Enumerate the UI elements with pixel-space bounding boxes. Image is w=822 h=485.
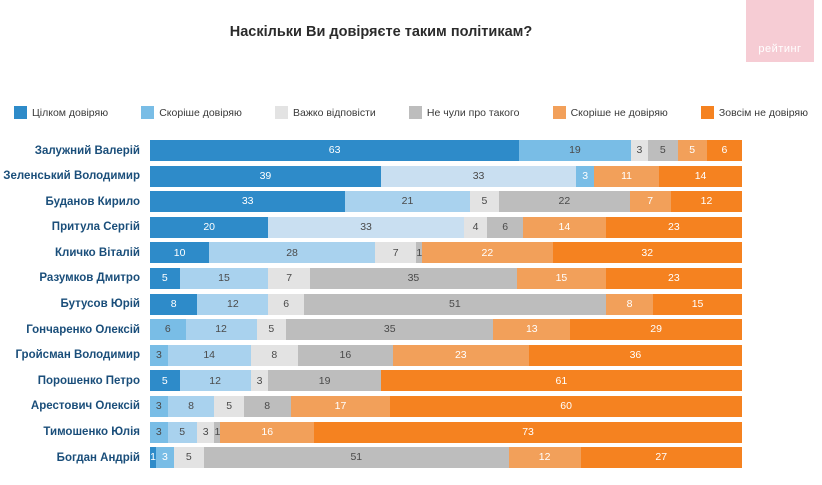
legend-item (701, 106, 808, 119)
bar-segment (606, 217, 742, 238)
bar-segment (244, 396, 291, 417)
bar-segment-value: 7 (647, 195, 654, 208)
bar-segment-value: 32 (641, 246, 654, 259)
bar-segment (168, 396, 215, 417)
stacked-bar (150, 370, 742, 391)
chart-row (0, 217, 822, 238)
chart-row-label: Бутусов Юрій (60, 298, 140, 311)
bar-segment (422, 242, 552, 263)
legend-label: Скоріше не довіряю (570, 106, 668, 119)
bar-segment-value: 4 (472, 221, 479, 234)
bar-segment-value: 23 (668, 272, 680, 285)
bar-segment (268, 268, 309, 289)
chart-legend (14, 106, 808, 119)
bar-segment (470, 191, 500, 212)
bar-segment (251, 370, 269, 391)
chart-row-label: Буданов Кирило (45, 195, 140, 208)
chart-row-label: Зеленський Володимир (3, 170, 140, 183)
stacked-bar (150, 166, 742, 187)
bar-segment-value: 6 (283, 297, 290, 310)
bar-segment-value: 11 (621, 169, 632, 182)
bar-segment-value: 22 (558, 195, 571, 208)
bar-segment (464, 217, 488, 238)
bar-segment-value: 7 (392, 246, 399, 259)
bar-segment (553, 242, 742, 263)
stacked-bar (150, 396, 742, 417)
chart-row-label: Гончаренко Олексій (26, 323, 140, 336)
bar-segment (209, 242, 375, 263)
bar-segment (298, 345, 393, 366)
bar-segment (268, 370, 380, 391)
bar-segment (581, 447, 742, 468)
legend-item (275, 106, 376, 119)
legend-label: Цілком довіряю (32, 106, 109, 119)
stacked-bar (150, 345, 742, 366)
legend-label: Скоріше довіряю (159, 106, 242, 119)
bar-segment-value: 6 (164, 323, 171, 336)
bar-segment (314, 422, 742, 443)
bar-segment (653, 294, 742, 315)
chart-row-label: Разумков Дмитро (39, 272, 140, 285)
bar-segment-value: 23 (454, 349, 467, 361)
bar-segment-value: 14 (558, 221, 571, 234)
bar-segment-value: 5 (268, 323, 275, 336)
bar-segment (345, 191, 469, 212)
bar-segment (487, 217, 523, 238)
bar-segment-value: 27 (655, 451, 668, 464)
bar-segment-value: 5 (689, 144, 696, 157)
bar-segment (168, 422, 197, 443)
bar-segment-value: 5 (179, 425, 186, 438)
bar-segment (381, 166, 576, 187)
stacked-bar (150, 217, 742, 238)
bar-segment (519, 140, 630, 161)
legend-item (14, 106, 108, 119)
stacked-bar (150, 191, 742, 212)
chart-row-label: Арестович Олексій (30, 400, 140, 413)
chart-bars (0, 140, 822, 473)
stacked-bar (150, 242, 742, 263)
bar-segment (286, 319, 493, 340)
bar-segment (150, 268, 180, 289)
bar-segment (150, 217, 268, 238)
bar-segment (156, 447, 174, 468)
bar-segment (631, 140, 649, 161)
bar-segment-value: 5 (226, 400, 233, 413)
bar-segment-value: 12 (227, 297, 239, 310)
bar-segment (523, 217, 606, 238)
bar-segment (393, 345, 529, 366)
bar-segment (150, 396, 168, 417)
bar-segment (186, 319, 257, 340)
bar-segment (594, 166, 659, 187)
bar-segment-value: 12 (538, 451, 551, 464)
bar-segment-value: 33 (472, 169, 485, 182)
legend-swatch-icon (14, 106, 27, 119)
chart-row-label: Порошенко Петро (37, 374, 140, 387)
bar-segment-value: 19 (569, 144, 581, 157)
bar-segment (150, 140, 519, 161)
bar-segment (606, 268, 742, 289)
bar-segment-value: 5 (185, 451, 192, 464)
chart-row (0, 191, 822, 212)
bar-segment (214, 396, 243, 417)
bar-segment (576, 166, 594, 187)
bar-segment (150, 345, 168, 366)
bar-segment-value: 15 (218, 272, 230, 285)
stacked-bar (150, 422, 742, 443)
chart-row (0, 422, 822, 443)
bar-segment-value: 21 (401, 195, 414, 208)
legend-swatch-icon (141, 106, 154, 119)
bar-segment-value: 7 (286, 272, 293, 285)
bar-segment-value: 3 (582, 169, 589, 182)
bar-segment (671, 191, 742, 212)
bar-segment-value: 61 (555, 374, 568, 387)
bar-segment-value: 20 (203, 221, 216, 234)
bar-segment-value: 35 (407, 272, 420, 285)
bar-segment (268, 217, 463, 238)
bar-segment (180, 268, 269, 289)
chart-row-label: Притула Сергій (51, 221, 140, 234)
bar-segment-value: 6 (721, 144, 728, 157)
bar-segment-value: 8 (188, 400, 194, 413)
bar-segment-value: 15 (555, 272, 568, 285)
bar-segment-value: 16 (261, 425, 274, 438)
bar-segment (659, 166, 742, 187)
bar-segment-value: 12 (209, 374, 221, 387)
bar-segment-value: 33 (241, 195, 254, 208)
chart-row (0, 345, 822, 366)
chart-row (0, 268, 822, 289)
bar-segment-value: 10 (173, 246, 186, 259)
legend-item (553, 106, 668, 119)
bar-segment-value: 22 (481, 246, 494, 259)
legend-label: Важко відповісти (293, 106, 376, 119)
bar-segment-value: 5 (659, 144, 666, 157)
bar-segment-value: 3 (162, 451, 168, 464)
legend-label: Не чули про такого (426, 106, 520, 119)
bar-segment-value: 3 (155, 400, 162, 413)
bar-segment-value: 5 (161, 374, 168, 387)
bar-segment-value: 28 (286, 246, 298, 259)
bar-segment-value: 60 (560, 400, 572, 413)
bar-segment-value: 5 (481, 195, 488, 208)
bar-segment (493, 319, 570, 340)
chart-row (0, 140, 822, 161)
bar-segment-value: 6 (502, 221, 509, 234)
bar-segment (381, 370, 742, 391)
bar-segment-value: 12 (215, 323, 227, 336)
bar-segment (251, 345, 298, 366)
page-title: Наскільки Ви довіряєте таким політикам? (229, 24, 533, 40)
chart-row (0, 242, 822, 263)
bar-segment-value: 5 (161, 272, 168, 285)
bar-segment (204, 447, 509, 468)
bar-segment-value: 19 (318, 374, 331, 387)
chart-row-label: Гройсман Володимир (15, 349, 140, 362)
legend-swatch-icon (553, 106, 566, 119)
brand-logo-text: рейтинг (758, 43, 802, 55)
bar-segment-value: 3 (202, 425, 209, 438)
bar-segment-value: 12 (700, 195, 713, 208)
bar-segment (150, 319, 186, 340)
bar-segment (517, 268, 606, 289)
legend-label: Зовсім не довіряю (718, 106, 808, 119)
stacked-bar (150, 447, 742, 468)
chart-row (0, 370, 822, 391)
bar-segment-value: 73 (522, 425, 534, 438)
stacked-bar (150, 319, 742, 340)
bar-segment-value: 16 (339, 349, 352, 361)
bar-segment (630, 191, 671, 212)
bar-segment (678, 140, 707, 161)
bar-segment (150, 191, 345, 212)
legend-item (409, 106, 520, 119)
bar-segment-value: 8 (264, 400, 271, 413)
bar-segment-value: 3 (155, 349, 162, 361)
legend-swatch-icon (409, 106, 422, 119)
bar-segment (304, 294, 606, 315)
bar-segment (174, 447, 204, 468)
legend-swatch-icon (275, 106, 288, 119)
chart-row-label: Богдан Андрій (56, 451, 140, 464)
chart-row (0, 447, 822, 468)
legend-swatch-icon (701, 106, 714, 119)
bar-segment-value: 1 (214, 425, 221, 438)
bar-segment-value: 8 (626, 297, 633, 310)
bar-segment (648, 140, 677, 161)
bar-segment-value: 17 (334, 400, 347, 413)
bar-segment (390, 396, 742, 417)
bar-segment-value: 13 (525, 323, 538, 336)
chart-row-label: Кличко Віталій (55, 246, 140, 259)
bar-segment (291, 396, 391, 417)
bar-segment-value: 29 (650, 323, 662, 336)
bar-segment (168, 345, 251, 366)
bar-segment-value: 33 (360, 221, 372, 234)
chart-row-label: Залужний Валерій (34, 144, 140, 157)
bar-segment (707, 140, 742, 161)
bar-segment-value: 15 (691, 297, 704, 310)
bar-segment-value: 8 (170, 297, 177, 310)
bar-segment-value: 51 (350, 451, 363, 464)
bar-segment-value: 1 (150, 451, 156, 464)
bar-segment-value: 3 (256, 374, 263, 387)
bar-segment (529, 345, 742, 366)
bar-segment (150, 370, 180, 391)
bar-segment-value: 14 (203, 349, 216, 361)
bar-segment (268, 294, 304, 315)
bar-segment-value: 14 (694, 169, 707, 182)
legend-item (141, 106, 242, 119)
bar-segment-value: 36 (629, 349, 642, 361)
stacked-bar (150, 294, 742, 315)
bar-segment (499, 191, 629, 212)
bar-segment-value: 1 (416, 246, 423, 259)
bar-segment-value: 39 (259, 169, 272, 182)
bar-segment-value: 3 (155, 425, 162, 438)
bar-segment (257, 319, 287, 340)
bar-segment (197, 294, 268, 315)
chart-row (0, 396, 822, 417)
bar-segment (150, 294, 197, 315)
chart-row-label: Тимошенко Юлія (43, 426, 140, 439)
chart-row (0, 294, 822, 315)
bar-segment-value: 63 (328, 144, 341, 157)
bar-segment (570, 319, 742, 340)
bar-segment (150, 166, 381, 187)
bar-segment-value: 23 (668, 221, 680, 234)
bar-segment-value: 51 (449, 297, 461, 310)
bar-segment (375, 242, 416, 263)
bar-segment (180, 370, 251, 391)
bar-segment-value: 3 (636, 144, 643, 157)
stacked-bar (150, 268, 742, 289)
bar-segment (150, 242, 209, 263)
bar-segment-value: 35 (383, 323, 396, 336)
bar-segment (197, 422, 215, 443)
bar-segment-value: 8 (271, 349, 278, 361)
chart-row (0, 166, 822, 187)
bar-segment (310, 268, 517, 289)
stacked-bar (150, 140, 742, 161)
bar-segment (220, 422, 314, 443)
bar-segment (150, 422, 168, 443)
bar-segment (606, 294, 653, 315)
chart-row (0, 319, 822, 340)
bar-segment (509, 447, 581, 468)
